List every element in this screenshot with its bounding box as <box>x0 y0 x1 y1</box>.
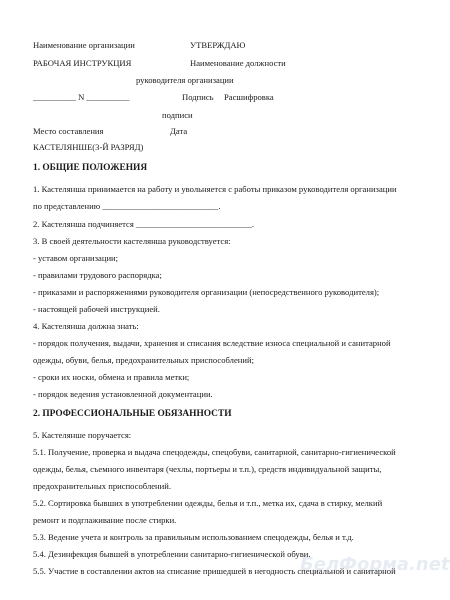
section1-line: - приказами и распоряжениями руководителя организации (непосредственного руководителя); <box>33 287 380 297</box>
section1-line: - порядок получения, выдачи, хранения и списания вследствие износа специальной и санитарной <box>33 338 391 348</box>
number-line: __________ N __________ <box>33 92 130 102</box>
section1-line: одежды, обуви, белья, предохранительных приспособлений; <box>33 355 254 365</box>
section2-line: 5.5. Участие в составлении актов на списание пришедшей в негодность специальной и санитарной <box>33 566 396 576</box>
date-label: Дата <box>170 126 188 136</box>
doc-type: РАБОЧАЯ ИНСТРУКЦИЯ <box>33 58 132 68</box>
section2-line: 5.1. Получение, проверка и выдача спецодежды, спецобуви, санитарной, санитарно-гигиенической <box>33 447 396 457</box>
section2-line: 5.2. Сортировка бывших в употреблении одежды, белья и т.п., метка их, сдача в стирку, мелкий <box>33 498 383 508</box>
approve-label: УТВЕРЖДАЮ <box>190 40 246 50</box>
section1-heading: 1. ОБЩИЕ ПОЛОЖЕНИЯ <box>33 163 148 173</box>
section2-line: одежды, белья, съемного инвентаря (чехлы, портьеры и т.п.), средств индивидуальной защиты, <box>33 464 382 474</box>
section2-line: ремонт и подглаживание после стирки. <box>33 515 177 525</box>
org-label: Наименование организации <box>33 40 135 50</box>
signature-small-label: подписи <box>162 110 193 120</box>
position-label: Наименование должности <box>190 58 286 68</box>
section1-line: 4. Кастелянша должна знать: <box>33 321 139 331</box>
decode-label: Расшифровка <box>224 92 274 102</box>
section1-line: 3. В своей деятельности кастелянша руководствуется: <box>33 236 231 246</box>
section1-line: - уставом организации; <box>33 253 119 263</box>
section2-line: 5. Кастелянше поручается: <box>33 430 132 440</box>
watermark-text: БелФорма.net <box>300 554 450 575</box>
section1-line: - настоящей рабочей инструкцией. <box>33 304 160 314</box>
job-title: КАСТЕЛЯНШЕ(3-Й РАЗРЯД) <box>33 142 144 152</box>
section2-line: 5.3. Ведение учета и контроль за правильным использованием спецодежды, белья и т.д. <box>33 532 354 542</box>
section1-line: по представлению ___________________________. <box>33 201 221 211</box>
section1-line: - сроки их носки, обмена и правила метки; <box>33 372 190 382</box>
section2-line: 5.4. Дезинфекция бывшей в употреблении санитарно-гигиенической обуви. <box>33 549 311 559</box>
section2-line: предохранительных приспособлений. <box>33 481 171 491</box>
section1-line: 1. Кастелянша принимается на работу и увольняется с работы приказом руководителя организации <box>33 184 397 194</box>
section1-line: - порядок ведения установленной документации. <box>33 389 213 399</box>
place-label: Место составления <box>33 126 104 136</box>
section1-line: 2. Кастелянша подчиняется ___________________________. <box>33 219 255 229</box>
section1-line: - правилами трудового распорядка; <box>33 270 162 280</box>
head-label: руководителя организации <box>136 75 234 85</box>
signature-label: Подпись <box>182 92 214 102</box>
section2-heading: 2. ПРОФЕССИОНАЛЬНЫЕ ОБЯЗАННОСТИ <box>33 409 232 419</box>
